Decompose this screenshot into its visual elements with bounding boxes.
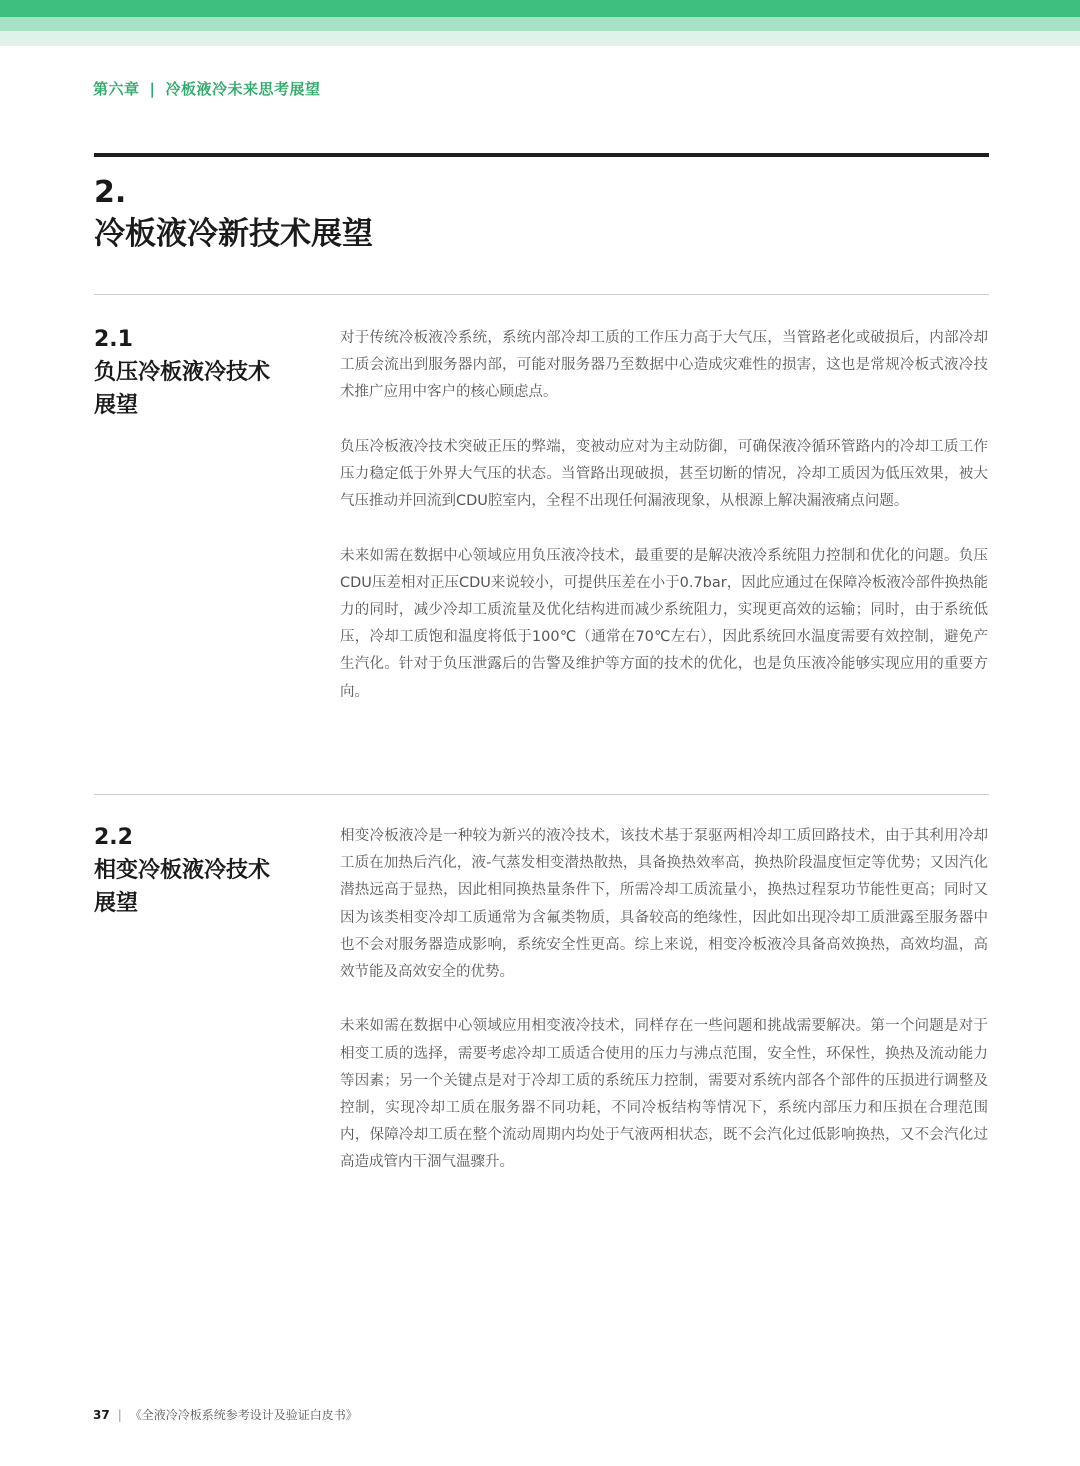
top-band-dark: [0, 0, 1080, 17]
subsection-title-line: 相变冷板液冷技术: [94, 858, 271, 883]
document-title: 《全液冷冷板系统参考设计及验证白皮书》: [129, 1408, 358, 1422]
subsection-divider-2: [94, 794, 989, 795]
section-number: 2.: [94, 175, 127, 210]
top-band-light: [0, 31, 1080, 46]
subsection-title-line: 展望: [94, 891, 139, 916]
body-paragraph: 对于传统冷板液冷系统，系统内部冷却工质的工作压力高于大气压，当管路老化或破损后，内部冷却工质会流出到服务器内部，可能对服务器乃至数据中心造成灾难性的损害，这也是常规冷板式液冷技术推广应用中客户的核心顾虑点。: [340, 330, 988, 401]
subsection-title-line: 负压冷板液冷技术: [94, 360, 271, 385]
page-number: 37: [93, 1408, 110, 1422]
subsection-divider-1: [94, 294, 989, 295]
page-footer: [93, 1406, 358, 1423]
subsection-number: 2.2: [94, 825, 133, 850]
subsection-body-2-2: [340, 823, 988, 1204]
body-paragraph: 负压冷板液冷技术突破正压的弊端，变被动应对为主动防御，可确保液冷循环管路内的冷却工质工作压力稳定低于外界大气压的状态。当管路出现破损，甚至切断的情况，冷却工质因为低压效果，被大气压推动并回流到CDU腔室内，全程不出现任何漏液现象，从根源上解决漏液痛点问题。: [340, 438, 988, 510]
body-paragraph: 未来如需在数据中心领域应用负压液冷技术，最重要的是解决液冷系统阻力控制和优化的问题。负压CDU压差相对正压CDU来说较小，可提供压差在小于0.7bar，因此应通过在保障冷板液冷部件换热能力的同时，减少冷却工质流量及优化结构进而减少系统阻力，实现更高效的运输；同时，由于系统低压，冷却工质饱和温度将低于100℃（通常在70℃左右），因此系统回水温度需要有效控制，避免产生汽化。针对于负压泄露后的告警及维护等方面的技术的优化，也是负压液冷能够实现应用的重要方向。: [340, 547, 988, 700]
subsection-title-line: 展望: [94, 393, 139, 418]
top-band-mid: [0, 17, 1080, 31]
footer-separator: |: [117, 1408, 122, 1422]
chapter-title: 冷板液冷未来思考展望: [165, 80, 321, 98]
body-paragraph: 相变冷板液冷是一种较为新兴的液冷技术，该技术基于泵驱两相冷却工质回路技术，由于其利用冷却工质在加热后汽化，液-气蒸发相变潜热散热，具备换热效率高，换热阶段温度恒定等优势；又因汽化潜热远高于显热，因此相同换热量条件下，所需冷却工质流量小，换热过程泵功节能性更高；同时又因为该类相变冷却工质通常为含氟类物质，具备较高的绝缘性，因此如出现冷却工质泄露至服务器中也不会对服务器造成影响，系统安全性更高。综上来说，相变冷板液冷具备高效换热，高效均温，高效节能及高效安全的优势。: [340, 828, 988, 981]
subsection-heading-2-2: [94, 821, 294, 920]
subsection-body-2-1: [340, 325, 988, 733]
chapter-separator: |: [149, 80, 156, 98]
body-paragraph: 未来如需在数据中心领域应用相变液冷技术，同样存在一些问题和挑战需要解决。第一个问题是对于相变工质的选择，需要考虑冷却工质适合使用的压力与沸点范围，安全性，环保性，换热及流动能力等因素；另一个关键点是对于冷却工质的系统压力控制，需要对系统内部各个部件的压损进行调整及控制，实现冷却工质在服务器不同功耗，不同冷板结构等情况下，系统内部压力和压损在合理范围内，保障冷却工质在整个流动周期内均处于气液两相状态，既不会汽化过低影响换热，又不会汽化过高造成管内干涸气温骤升。: [340, 1018, 988, 1171]
chapter-header: [93, 78, 321, 99]
section-top-rule: [94, 153, 989, 157]
subsection-heading-2-1: [94, 323, 294, 422]
chapter-label: 第六章: [93, 80, 140, 98]
section-title: 冷板液冷新技术展望: [94, 216, 373, 252]
subsection-number: 2.1: [94, 327, 133, 352]
